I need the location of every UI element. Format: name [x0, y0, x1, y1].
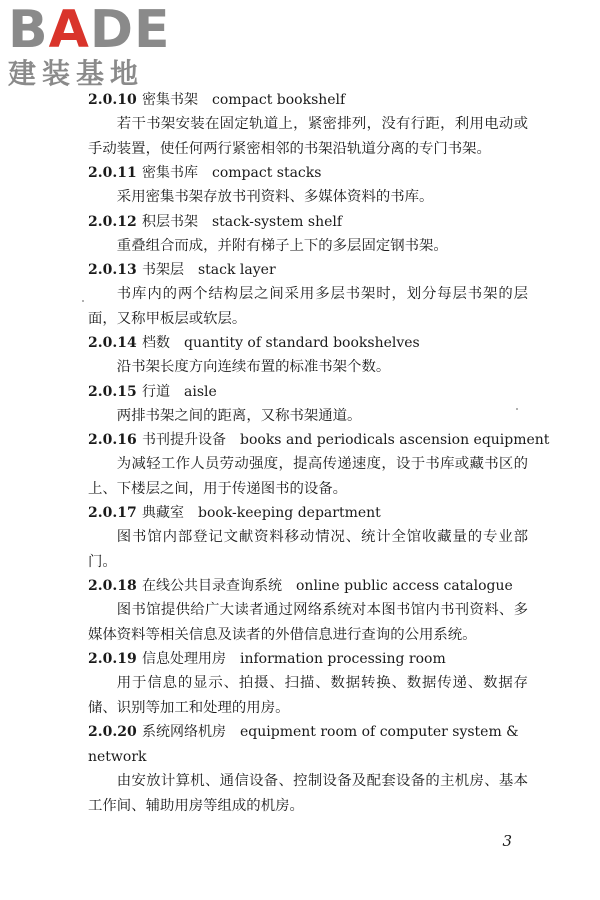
entry-term-english: quantity of standard bookshelves [184, 335, 420, 351]
logo-letter-b: B [8, 0, 49, 60]
entry-number: 2.0.13 [88, 262, 137, 278]
entry-term-chinese: 信息处理用房 [142, 651, 226, 667]
entry-term-chinese: 在线公共目录查询系统 [142, 578, 282, 594]
entry-term [88, 720, 528, 769]
glossary-entry [88, 720, 528, 818]
entry-definition: 采用密集书架存放书刊资料、多媒体资料的书库。 [116, 189, 434, 205]
logo-letters-de: DE [89, 0, 171, 60]
glossary-entry [88, 428, 550, 501]
entry-term-english: stack layer [198, 262, 276, 278]
entry-number: 2.0.20 [88, 724, 137, 740]
entry-term [88, 501, 528, 525]
entry-number: 2.0.11 [88, 165, 137, 181]
entry-term-english: stack-system shelf [212, 213, 343, 230]
entry-term-chinese: 档数 [142, 335, 170, 351]
entry-term-english: compact stacks [212, 165, 322, 181]
entry-term-chinese: 密集书库 [142, 165, 198, 181]
entry-term [88, 88, 528, 112]
entry-term-english: information processing room [240, 651, 446, 667]
glossary-entry [88, 647, 528, 720]
scan-speck [82, 300, 84, 302]
entry-term [88, 428, 550, 452]
entry-term-english: book-keeping department [198, 505, 381, 521]
entry-term [88, 380, 528, 404]
entry-definition: 书库内的两个结构层之间采用多层书架时，划分每层书架的层面，又称甲板层或软层。 [88, 286, 528, 327]
entry-term-english: online public access catalogue [296, 578, 513, 594]
glossary-content [88, 88, 550, 818]
entry-term [88, 258, 528, 282]
entry-term [88, 210, 528, 234]
entry-term [88, 574, 528, 598]
glossary-entry [88, 88, 528, 161]
entry-definition: 用于信息的显示、拍摄、扫描、数据转换、数据传递、数据存储、识别等加工和处理的用房。 [88, 675, 528, 716]
entry-term-chinese: 密集书架 [142, 92, 198, 108]
glossary-entry [88, 501, 528, 574]
entry-term-chinese: 书架层 [142, 262, 184, 278]
entry-term-chinese: 系统网络机房 [142, 724, 226, 740]
entry-term-chinese: 典藏室 [142, 505, 184, 521]
entry-term-chinese: 积层书架 [142, 213, 198, 230]
entry-term-chinese: 行道 [142, 383, 170, 400]
glossary-entry [88, 380, 528, 429]
entry-term-chinese: 书刊提升设备 [142, 432, 226, 448]
logo-chinese-text: 建装基地 [8, 57, 145, 90]
bade-logo [8, 0, 183, 94]
entry-definition: 由安放计算机、通信设备、控制设备及配套设备的主机房、基本工作间、辅助用房等组成的机房。 [88, 773, 528, 814]
entry-definition: 为减轻工作人员劳动强度，提高传递速度，设于书库或藏书区的上、下楼层之间，用于传递图书的设备。 [88, 456, 528, 497]
entry-definition: 沿书架长度方向连续布置的标准书架个数。 [116, 359, 391, 375]
entry-number: 2.0.14 [88, 335, 137, 351]
glossary-entry [88, 258, 528, 331]
entry-term [88, 331, 528, 355]
entry-definition: 若干书架安装在固定轨道上，紧密排列，没有行距，利用电动或手动装置，使任何两行紧密相邻的书架沿轨道分离的专门书架。 [88, 116, 528, 157]
entry-definition: 重叠组合而成，并附有梯子上下的多层固定钢书架。 [116, 237, 448, 254]
entry-number: 2.0.10 [88, 92, 137, 108]
entry-definition: 图书馆提供给广大读者通过网络系统对本图书馆内书刊资料、多媒体资料等相关信息及读者的外借信息进行查询的公用系统。 [88, 602, 528, 643]
entry-term [88, 647, 528, 671]
glossary-entry [88, 161, 528, 210]
entry-term-english: equipment room of computer system & network [88, 724, 519, 765]
page-number: 3 [502, 832, 512, 850]
scan-speck [516, 408, 518, 410]
logo-wordmark [8, 0, 183, 60]
entry-definition: 两排书架之间的距离，又称书架通道。 [116, 407, 362, 424]
glossary-entry [88, 210, 528, 259]
glossary-entry [88, 574, 528, 647]
entry-number: 2.0.12 [88, 213, 137, 230]
glossary-entry [88, 331, 528, 380]
entry-number: 2.0.15 [88, 383, 137, 400]
entry-term-english: compact bookshelf [212, 92, 346, 108]
entry-number: 2.0.18 [88, 578, 137, 594]
entry-number: 2.0.16 [88, 432, 137, 448]
entry-number: 2.0.17 [88, 505, 137, 521]
entry-term-english: books and periodicals ascension equipment [240, 432, 550, 448]
entry-definition: 图书馆内部登记文献资料移动情况、统计全馆收藏量的专业部门。 [88, 529, 528, 570]
entry-term-english: aisle [184, 383, 217, 400]
entry-term [88, 161, 528, 185]
logo-letter-a: A [48, 0, 90, 60]
entry-number: 2.0.19 [88, 651, 137, 667]
